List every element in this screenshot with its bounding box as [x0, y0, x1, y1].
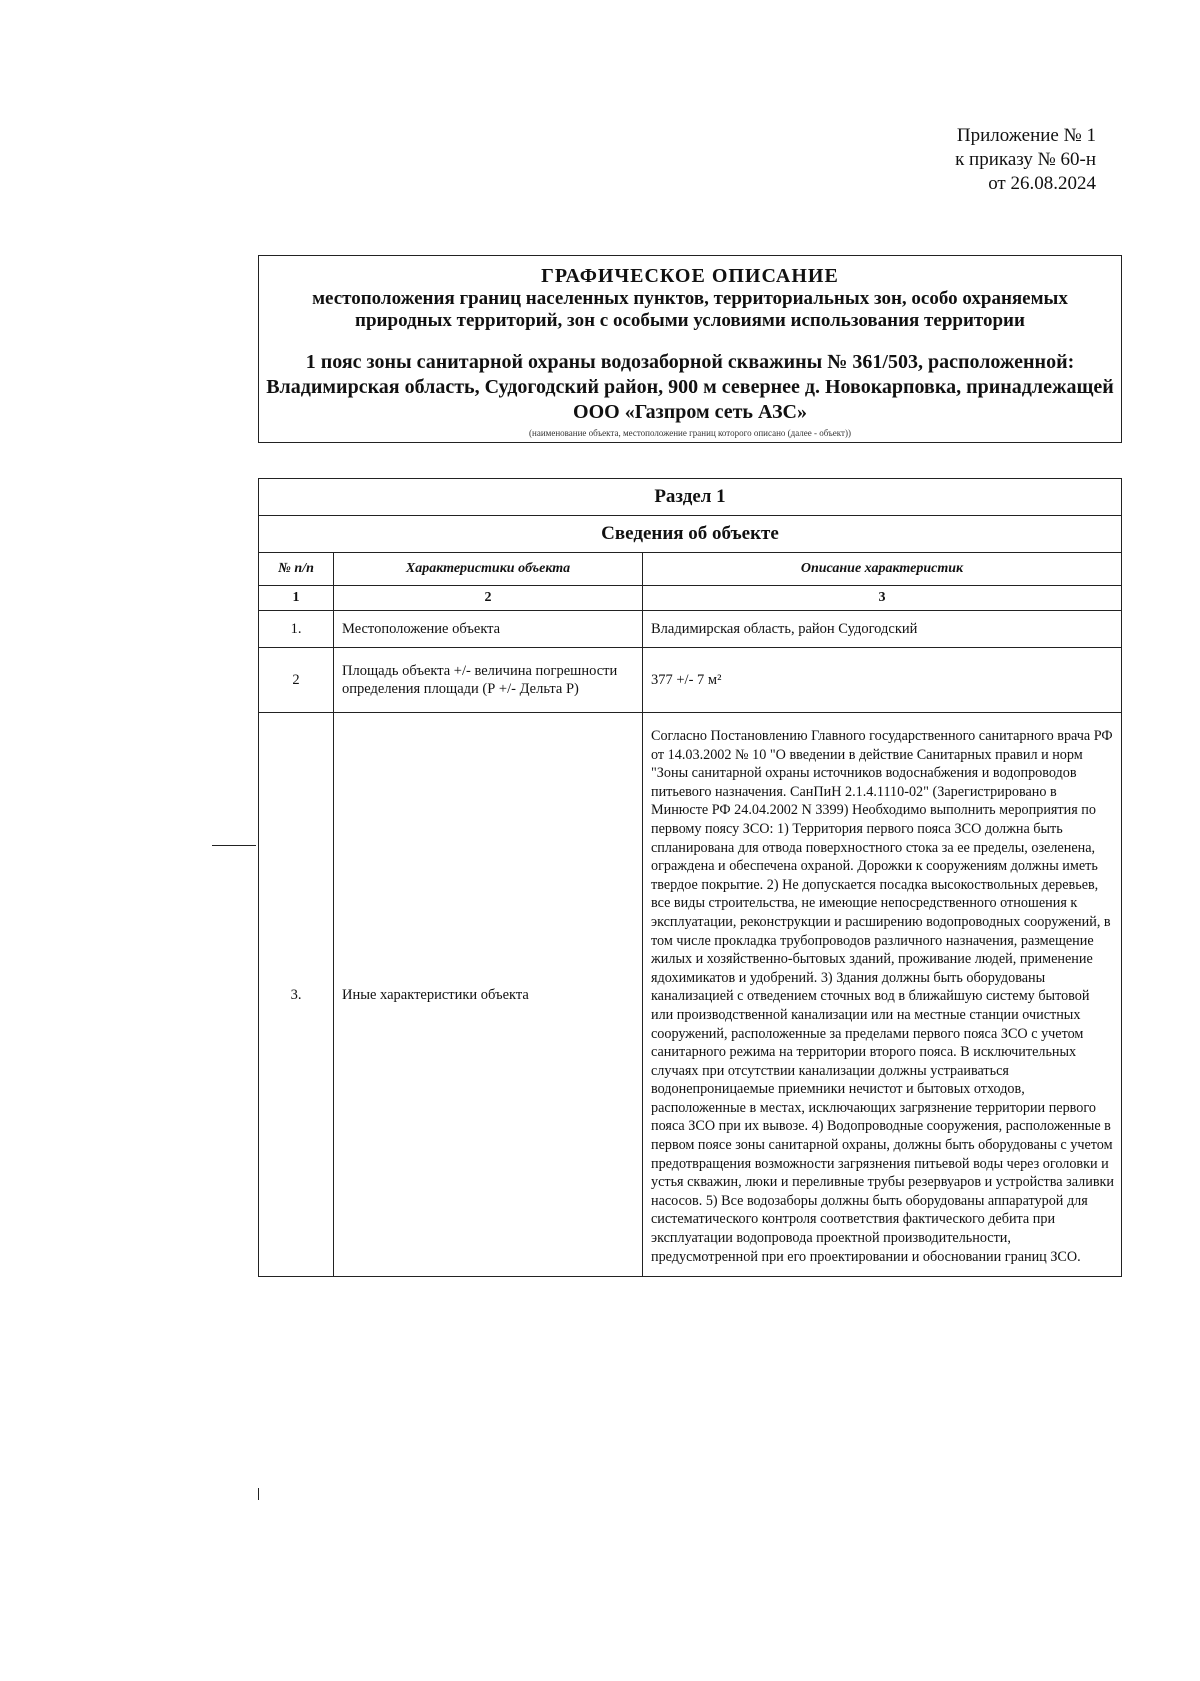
section-title-row	[259, 479, 1122, 516]
table-header-row	[259, 553, 1122, 586]
column-number: 3	[643, 586, 1122, 611]
order-date: от 26.08.2024	[988, 173, 1096, 194]
section-subtitle: Сведения об объекте	[259, 516, 1122, 553]
column-number: 1	[259, 586, 334, 611]
characteristic-value: Согласно Постановлению Главного государственного санитарного врача РФ от 14.03.2002 № 10 "О введении в действие Санитарных правил и норм "Зоны санитарной охраны источников водоснабжения и водопроводов питьевого назначения. СанПиН 2.1.4.1110-02" (Зарегистрировано в Минюсте РФ 24.04.2002 N 3399) Необходимо выполнить мероприятия по первому поясу ЗСО: 1) Территория первого пояса ЗСО должна быть спланирована для отвода поверхностного стока за ее пределы, озеленена, ограждена и обеспечена охраной. Дорожки к сооружениям должны иметь твердое покрытие. 2) Не допускается посадка высокоствольных деревьев, все виды строительства, не имеющие непосредственного отношения к эксплуатации, реконструкции и расширению водопроводных сооружений, в том числе прокладка трубопроводов различного назначения, размещение жилых и хозяйственно-бытовых зданий, проживание людей, применение ядохимикатов и удобрений. 3) Здания должны быть оборудованы канализацией с отведением сточных вод в ближайшую систему бытовой или производственной канализации или на местные станции очистных сооружений, расположенные за пределами первого пояса ЗСО с учетом санитарного режима на территории второго пояса. В исключительных случаях при отсутствии канализации должны устраиваться водонепроницаемые приемники нечистот и бытовых отходов, расположенные в местах, исключающих загрязнение территории первого пояса ЗСО при их вывозе. 4) Водопроводные сооружения, расположенные в первом поясе зоны санитарной охраны, должны быть оборудованы с учетом предотвращения возможности загрязнения питьевой воды через оголовки и устья скважин, люки и переливные трубы резервуаров и устройства заливки насосов. 5) Все водозаборы должны быть оборудованы аппаратурой для систематического контроля соответствия фактического дебита при эксплуатации водопровода проектной производительности, предусмотренной при его проектировании и обосновании границ ЗСО.	[643, 713, 1122, 1277]
characteristic-value: 377 +/- 7 м²	[643, 648, 1122, 713]
column-number-row	[259, 586, 1122, 611]
appendix-reference	[796, 124, 1096, 196]
column-header-number: № п/п	[259, 553, 334, 586]
object-name-caption: (наименование объекта, местоположение границ которого описано (далее - объект))	[259, 427, 1121, 443]
characteristic-name: Местоположение объекта	[334, 611, 643, 648]
column-header-description: Описание характеристик	[643, 553, 1122, 586]
row-number: 2	[259, 648, 334, 713]
margin-mark	[212, 845, 256, 846]
characteristic-value: Владимирская область, район Судогодский	[643, 611, 1122, 648]
section-title: Раздел 1	[259, 479, 1122, 516]
object-info-table	[258, 478, 1122, 1277]
table-row	[259, 713, 1122, 1277]
margin-tick	[258, 1488, 259, 1500]
appendix-number: Приложение № 1	[956, 125, 1096, 146]
characteristic-name: Иные характеристики объекта	[334, 713, 643, 1277]
table-row	[259, 611, 1122, 648]
order-number: к приказу № 60-н	[955, 149, 1096, 170]
section-subtitle-row	[259, 516, 1122, 553]
table-row	[259, 648, 1122, 713]
document-subtitle: местоположения границ населенных пунктов, территориальных зон, особо охраняемых природных территорий, зон с особыми условиями использования территории	[312, 288, 1068, 331]
column-number: 2	[334, 586, 643, 611]
document-header	[258, 255, 1122, 443]
document-title: ГРАФИЧЕСКОЕ ОПИСАНИЕ	[541, 265, 839, 287]
column-header-characteristic: Характеристики объекта	[334, 553, 643, 586]
row-number: 3.	[259, 713, 334, 1277]
characteristic-name: Площадь объекта +/- величина погрешности определения площади (Р +/- Дельта Р)	[334, 648, 643, 713]
object-name: 1 пояс зоны санитарной охраны водозаборной скважины № 361/503, расположенной: Владимирская область, Судогодский район, 900 м севернее д. Новокарповка, принадлежащей ООО «Газпром сеть АЗС»	[266, 351, 1114, 423]
row-number: 1.	[259, 611, 334, 648]
